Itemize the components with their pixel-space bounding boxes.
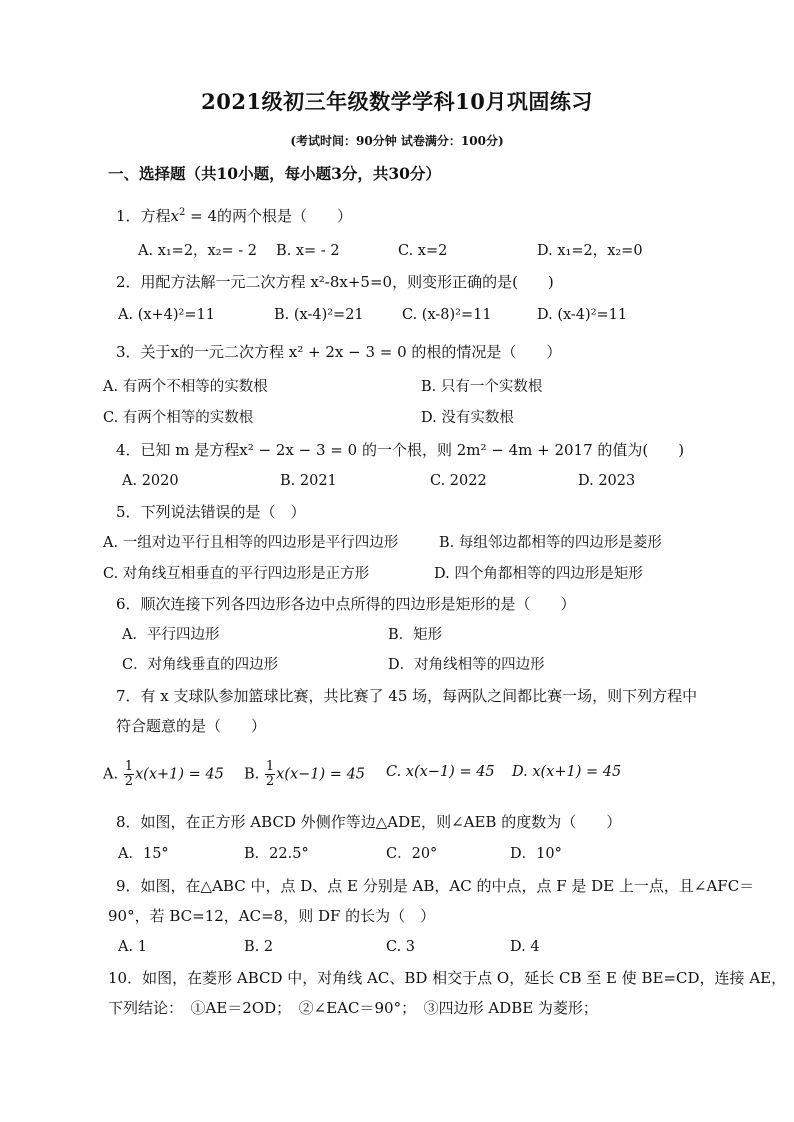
q6-option-a: A．平行四边形	[122, 627, 220, 643]
q7-option-a-denominator: 2	[124, 774, 133, 789]
q8-option-d: D．10°	[510, 846, 562, 862]
q4-option-d: D. 2023	[578, 473, 636, 489]
question-7-stem-line-1: 7．有 x 支球队参加篮球比赛，共比赛了 45 场，每两队之间都比赛一场，则下列方程中	[116, 687, 698, 705]
q7-option-b-expression: x(x−1) = 45	[276, 766, 366, 783]
question-3-stem: 3．关于x的一元二次方程 x² + 2x − 3 = 0 的根的情况是（ ）	[116, 343, 562, 361]
q5-option-c: C. 对角线互相垂直的平行四边形是正方形	[103, 566, 370, 582]
q7-option-c: C. x(x−1) = 45	[386, 764, 495, 780]
q6-option-d: D．对角线相等的四边形	[388, 657, 545, 673]
q7-option-a	[103, 760, 224, 789]
q1-equation-exponent: 2	[179, 207, 186, 218]
question-10-stem-line-1: 10．如图，在菱形 ABCD 中，对角线 AC、BD 相交于点 O，延长 CB 至 E 使 BE=CD，连接 AE，	[108, 969, 787, 987]
q7-option-a-numerator: 1	[124, 759, 133, 774]
q9-option-c: C. 3	[386, 939, 416, 955]
q4-option-a: A. 2020	[122, 473, 179, 489]
section-heading: 一、选择题（共10小题，每小题3分，共30分）	[108, 164, 441, 183]
q2-option-a: A. (x+4)²=11	[118, 307, 215, 323]
q5-option-b: B. 每组邻边都相等的四边形是菱形	[439, 535, 662, 551]
q6-option-c: C．对角线垂直的四边形	[122, 657, 279, 673]
q7-option-a-fraction	[124, 760, 134, 789]
q1-option-c: C. x=2	[398, 243, 448, 259]
q8-option-a: A．15°	[118, 846, 169, 862]
q3-option-a: A. 有两个不相等的实数根	[103, 379, 268, 395]
q8-option-b: B．22.5°	[244, 846, 309, 862]
q8-option-c: C．20°	[386, 846, 438, 862]
q2-option-d: D. (x-4)²=11	[537, 307, 628, 323]
q7-option-b-denominator: 2	[265, 774, 275, 789]
question-4-stem: 4．已知 m 是方程x² − 2x − 3 = 0 的一个根，则 2m² − 4m + 2017 的值为( )	[116, 441, 685, 459]
q9-option-b: B. 2	[244, 939, 274, 955]
question-5-stem: 5．下列说法错误的是（ ）	[116, 503, 306, 521]
q3-option-d: D. 没有实数根	[421, 410, 514, 426]
q1-stem-suffix: 的两个根是（ ）	[217, 207, 353, 225]
question-9-stem-line-1: 9．如图，在△ABC 中，点 D、点 E 分别是 AB，AC 的中点，点 F 是 DE 上一点，且∠AFC＝	[116, 877, 755, 895]
q5-option-d: D. 四个角都相等的四边形是矩形	[434, 566, 643, 582]
q1-option-a: A. x₁=2，x₂= - 2	[138, 243, 258, 259]
q9-option-a: A. 1	[118, 939, 147, 955]
q7-option-b-numerator: 1	[265, 759, 275, 774]
q1-equation-base: x	[170, 207, 180, 225]
q9-option-d: D. 4	[510, 939, 540, 955]
q4-option-c: C. 2022	[430, 473, 487, 489]
q3-option-b: B. 只有一个实数根	[421, 379, 543, 395]
q6-option-b: B．矩形	[388, 627, 443, 643]
question-10-stem-line-2: 下列结论： ①AE＝2OD； ②∠EAC＝90°； ③四边形 ADBE 为菱形；	[108, 999, 598, 1017]
page-title: 2021级初三年级数学学科10月巩固练习	[201, 89, 593, 114]
q7-option-b-label: B.	[244, 766, 260, 783]
q1-option-b: B. x= - 2	[276, 243, 340, 259]
q7-option-d: D. x(x+1) = 45	[512, 764, 622, 780]
question-9-stem-line-2: 90°，若 BC=12，AC=8，则 DF 的长为（ ）	[108, 907, 436, 925]
q7-option-a-label: A.	[103, 766, 119, 783]
question-7-stem-line-2: 符合题意的是（ ）	[116, 717, 267, 735]
q2-option-b: B. (x-4)²=21	[274, 307, 364, 323]
question-8-stem: 8．如图，在正方形 ABCD 外侧作等边△ADE，则∠AEB 的度数为（ ）	[116, 813, 622, 831]
q1-equation-rest: = 4	[185, 207, 218, 225]
question-2-stem: 2．用配方法解一元二次方程 x²-8x+5=0，则变形正确的是( )	[116, 273, 554, 291]
q5-option-a: A. 一组对边平行且相等的四边形是平行四边形	[103, 535, 399, 551]
question-1-stem	[116, 206, 352, 226]
q7-option-a-expression: x(x+1) = 45	[134, 766, 224, 783]
q4-option-b: B. 2021	[280, 473, 337, 489]
q7-option-b	[244, 760, 365, 789]
exam-info: (考试时间：90分钟 试卷满分：100分)	[290, 134, 504, 148]
q1-stem-prefix: 1．方程	[116, 207, 171, 225]
q1-option-d: D. x₁=2，x₂=0	[537, 243, 643, 259]
question-6-stem: 6．顺次连接下列各四边形各边中点所得的四边形是矩形的是（ ）	[116, 595, 576, 613]
q7-option-b-fraction	[265, 760, 275, 789]
q2-option-c: C. (x-8)²=11	[402, 307, 492, 323]
q3-option-c: C. 有两个相等的实数根	[103, 410, 254, 426]
